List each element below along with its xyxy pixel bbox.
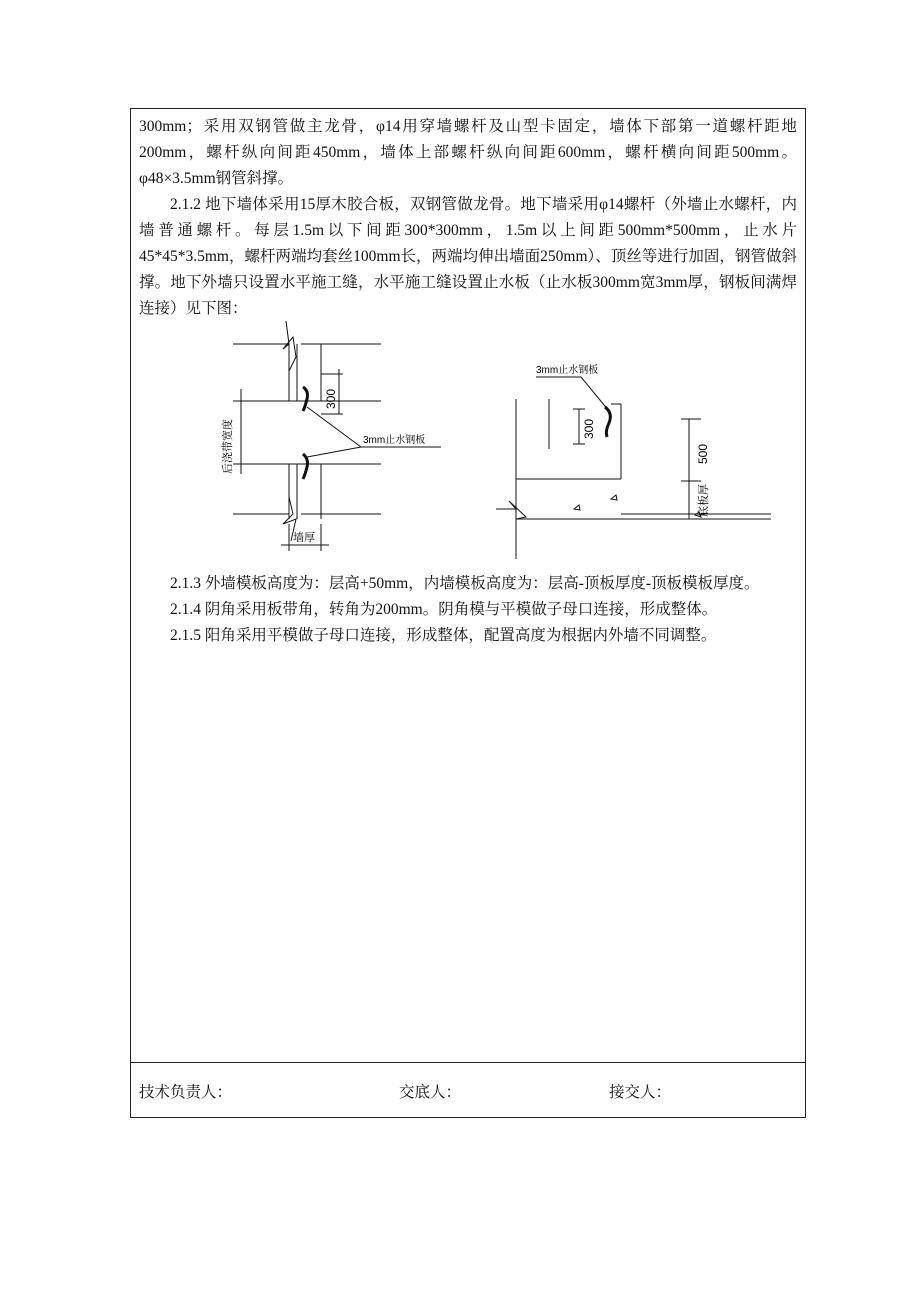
paragraph-1: 300mm；采用双钢管做主龙骨，φ14用穿墙螺杆及山型卡固定，墙体下部第一道螺杆距地200mm，螺杆纵向间距450mm，墙体上部螺杆纵向间距600mm，螺杆横向间距500mm。φ48×3.5mm钢管斜撑。 — [139, 118, 797, 187]
construction-joint-figures — [211, 319, 771, 559]
paragraph-2-1-2: 2.1.2 地下墙体采用15厚木胶合板，双钢管做龙骨。地下墙采用φ14螺杆（外墙止水螺杆，内墙普通螺杆。每层1.5m以下间距300*300mm，1.5m以上间距500mm*500mm，止水片45*45*3.5mm，螺杆两端均套丝100mm长，两端均伸出墙面250mm）、顶丝等进行加固，钢管做斜撑。地下外墙只设置水平施工缝，水平施工缝设置止水板（止水板300mm宽3mm厚，钢板间满焊连接）见下图： — [139, 196, 797, 317]
label-waterstop-right: 3mm止水钢板 — [536, 365, 599, 376]
label-500: 500 — [696, 443, 710, 464]
handover-label: 交底人： — [399, 1084, 462, 1101]
paragraph-2-1-4: 2.1.4 阴角采用板带角，转角为200mm。阴角模与平模做子母口连接，形成整体。 — [170, 601, 718, 618]
receiver-label: 接交人： — [609, 1084, 672, 1101]
tech-lead-label: 技术负责人： — [139, 1084, 233, 1101]
paragraph-2-1-5: 2.1.5 阳角采用平模做子母口连接，形成整体，配置高度为根据内外墙不同调整。 — [170, 627, 717, 644]
label-slab-thickness: 底板厚 — [698, 484, 710, 517]
paragraph-2-1-3: 2.1.3 外墙模板高度为：层高+50mm，内墙模板高度为：层高-顶板厚度-顶板模板厚度。 — [170, 575, 760, 592]
label-300-right: 300 — [582, 418, 596, 439]
document-body-continued — [139, 571, 797, 649]
label-strip-width: 后浇带宽度 — [222, 419, 234, 474]
signature-footer — [131, 1072, 805, 1112]
label-wall-thickness: 墙厚 — [293, 532, 315, 544]
label-waterstop-left: 3mm止水钢板 — [363, 435, 426, 446]
label-300-left: 300 — [324, 388, 338, 409]
document-frame — [130, 108, 806, 1118]
footer-divider — [131, 1062, 805, 1063]
document-body — [139, 114, 797, 322]
